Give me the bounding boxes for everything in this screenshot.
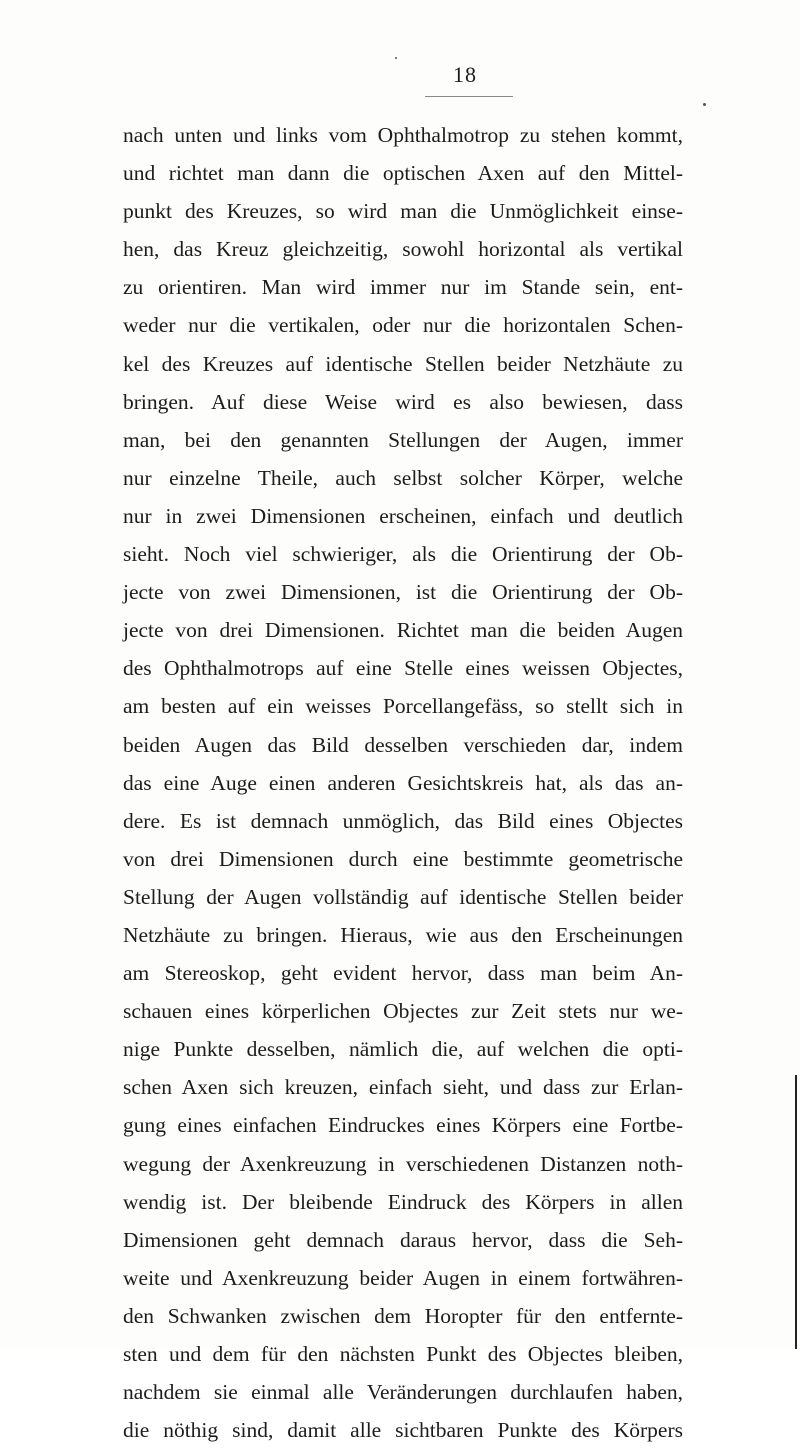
text-line: Stellung der Augen vollständig auf identische Stellen beider	[123, 884, 683, 909]
text-line: nur einzelne Theile, auch selbst solcher Körper, welche	[123, 465, 683, 490]
body-text	[123, 116, 683, 1449]
text-line: beiden Augen das Bild desselben verschieden dar, indem	[123, 732, 683, 757]
scan-speck	[395, 57, 397, 59]
text-line: die nöthig sind, damit alle sichtbaren Punkte des Körpers	[123, 1418, 683, 1443]
text-line: nur in zwei Dimensionen erscheinen, einfach und deutlich	[123, 503, 683, 528]
text-line: weder nur die vertikalen, oder nur die horizontalen Schen-	[123, 313, 683, 338]
scan-speck	[703, 103, 706, 106]
text-line: nachdem sie einmal alle Veränderungen durchlaufen haben,	[123, 1380, 683, 1405]
scan-edge-mark	[795, 1075, 797, 1349]
text-line: kel des Kreuzes auf identische Stellen beider Netzhäute zu	[123, 351, 683, 376]
text-line: den Schwanken zwischen dem Horopter für den entfernte-	[123, 1303, 683, 1328]
text-line: hen, das Kreuz gleichzeitig, sowohl horizontal als vertikal	[123, 237, 683, 262]
text-line: das eine Auge einen anderen Gesichtskreis hat, als das an-	[123, 770, 683, 795]
page-number: 18	[453, 62, 477, 87]
text-line: punkt des Kreuzes, so wird man die Unmöglichkeit einse-	[123, 199, 683, 224]
text-line: Netzhäute zu bringen. Hieraus, wie aus den Erscheinungen	[123, 922, 683, 947]
text-line: man, bei den genannten Stellungen der Augen, immer	[123, 427, 683, 452]
text-line: jecte von zwei Dimensionen, ist die Orientirung der Ob-	[123, 580, 683, 605]
text-line: zu orientiren. Man wird immer nur im Stande sein, ent-	[123, 275, 683, 300]
text-line: nach unten und links vom Ophthalmotrop zu stehen kommt,	[123, 123, 683, 147]
text-line: wegung der Axenkreuzung in verschiedenen Distanzen noth-	[123, 1151, 683, 1176]
text-line: von drei Dimensionen durch eine bestimmte geometrische	[123, 846, 683, 871]
text-line: weite und Axenkreuzung beider Augen in einem fortwähren-	[123, 1265, 683, 1290]
text-line: bringen. Auf diese Weise wird es also bewiesen, dass	[123, 389, 683, 414]
text-line: wendig ist. Der bleibende Eindruck des Körpers in allen	[123, 1189, 683, 1214]
text-line: des Ophthalmotrops auf eine Stelle eines weissen Objectes,	[123, 656, 683, 681]
text-line: schauen eines körperlichen Objectes zur Zeit stets nur we-	[123, 999, 683, 1024]
text-line: nige Punkte desselben, nämlich die, auf welchen die opti-	[123, 1037, 683, 1062]
text-line: und richtet man dann die optischen Axen auf den Mittel-	[123, 161, 683, 186]
text-line: gung eines einfachen Eindruckes eines Körpers eine Fortbe-	[123, 1113, 683, 1138]
text-line: sten und dem für den nächsten Punkt des Objectes bleiben,	[123, 1342, 683, 1366]
text-line: dere. Es ist demnach unmöglich, das Bild eines Objectes	[123, 808, 683, 833]
text-line: am besten auf ein weisses Porcellangefäss, so stellt sich in	[123, 694, 683, 719]
text-line: am Stereoskop, geht evident hervor, dass man beim An-	[123, 961, 683, 986]
text-line: jecte von drei Dimensionen. Richtet man die beiden Augen	[123, 618, 683, 643]
text-line: sieht. Noch viel schwieriger, als die Orientirung der Ob-	[123, 542, 683, 567]
text-line: Dimensionen geht demnach daraus hervor, dass die Seh-	[123, 1227, 683, 1252]
text-line: schen Axen sich kreuzen, einfach sieht, und dass zur Erlan-	[123, 1075, 683, 1100]
header-rule	[425, 96, 513, 97]
